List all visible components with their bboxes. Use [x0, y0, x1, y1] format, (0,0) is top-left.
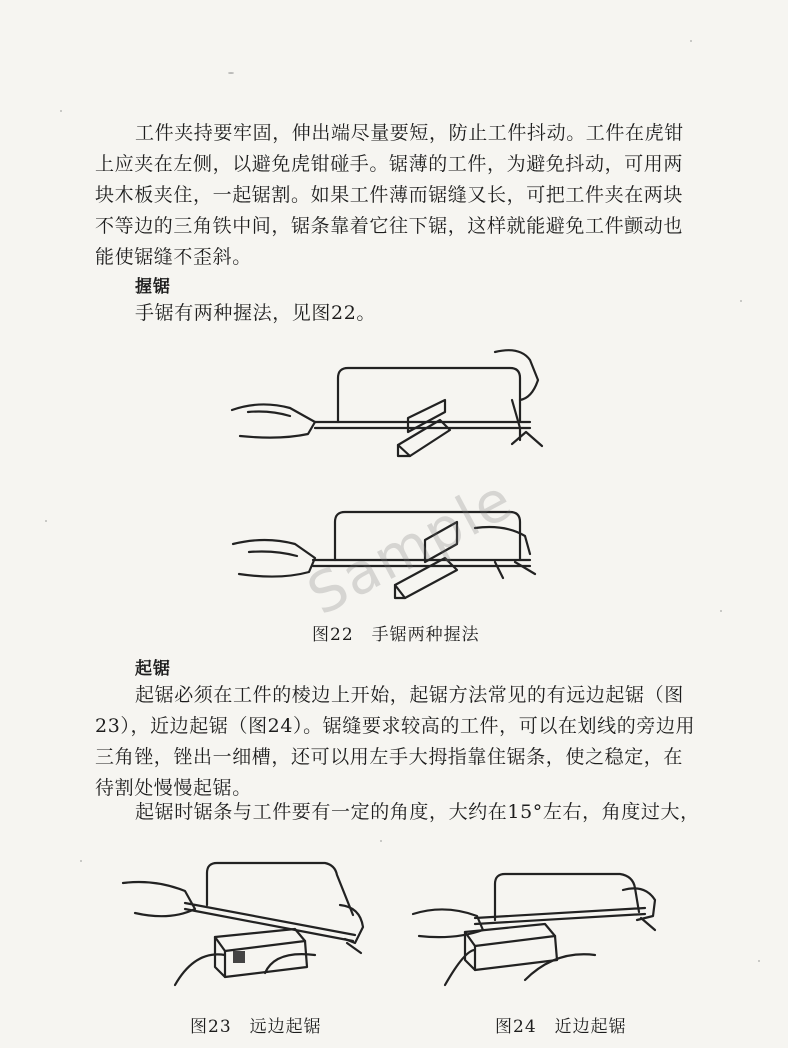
figure-23-caption: 图23 远边起锯: [190, 1017, 322, 1037]
scan-speck: [45, 520, 47, 522]
figure-24-illustration: [405, 860, 670, 995]
scan-speck: [720, 610, 722, 612]
figure-22-caption: 图22 手锯两种握法: [312, 625, 480, 645]
scan-speck: [80, 860, 82, 862]
scan-speck: [380, 840, 382, 842]
scan-speck: [690, 40, 692, 42]
heading-starting-cut: 起锯: [135, 659, 171, 679]
watermark: Sample: [297, 466, 525, 629]
paragraph-workpiece-clamping: 工件夹持要牢固，伸出端尽量要短，防止工件抖动。工件在虎钳上应夹在左侧，以避免虎钳碰手。锯薄的工件，为避免抖动，可用两块木板夹住，一起锯割。如果工件薄而锯缝又长，可把工件夹在两块不等边的三角铁中间，锯条靠着它往下锯，这样就能避免工件颤动也能使锯缝不歪斜。: [95, 122, 684, 268]
scan-speck: [740, 300, 742, 302]
figure-24-caption: 图24 近边起锯: [495, 1017, 627, 1037]
scan-speck: [60, 110, 62, 112]
figure-23-illustration: [115, 855, 380, 995]
scan-speck: [228, 72, 234, 74]
paragraph-saw-angle: 起锯时锯条与工件要有一定的角度，大约在15°左右，角度过大，: [135, 801, 700, 823]
figure-22-upper-illustration: [220, 340, 560, 470]
paragraph-holding-methods: 手锯有两种握法，见图22。: [135, 302, 376, 324]
paragraph-starting-methods: 起锯必须在工件的棱边上开始，起锯方法常见的有远边起锯（图23），近边起锯（图24）。锯缝要求较高的工件，可以在划线的旁边用三角锉，锉出一细槽，还可以用左手大拇指靠住锯条，使之稳定，在待割处慢慢起锯。: [95, 684, 696, 799]
scan-speck: [758, 960, 760, 962]
heading-holding-saw: 握锯: [135, 277, 171, 297]
